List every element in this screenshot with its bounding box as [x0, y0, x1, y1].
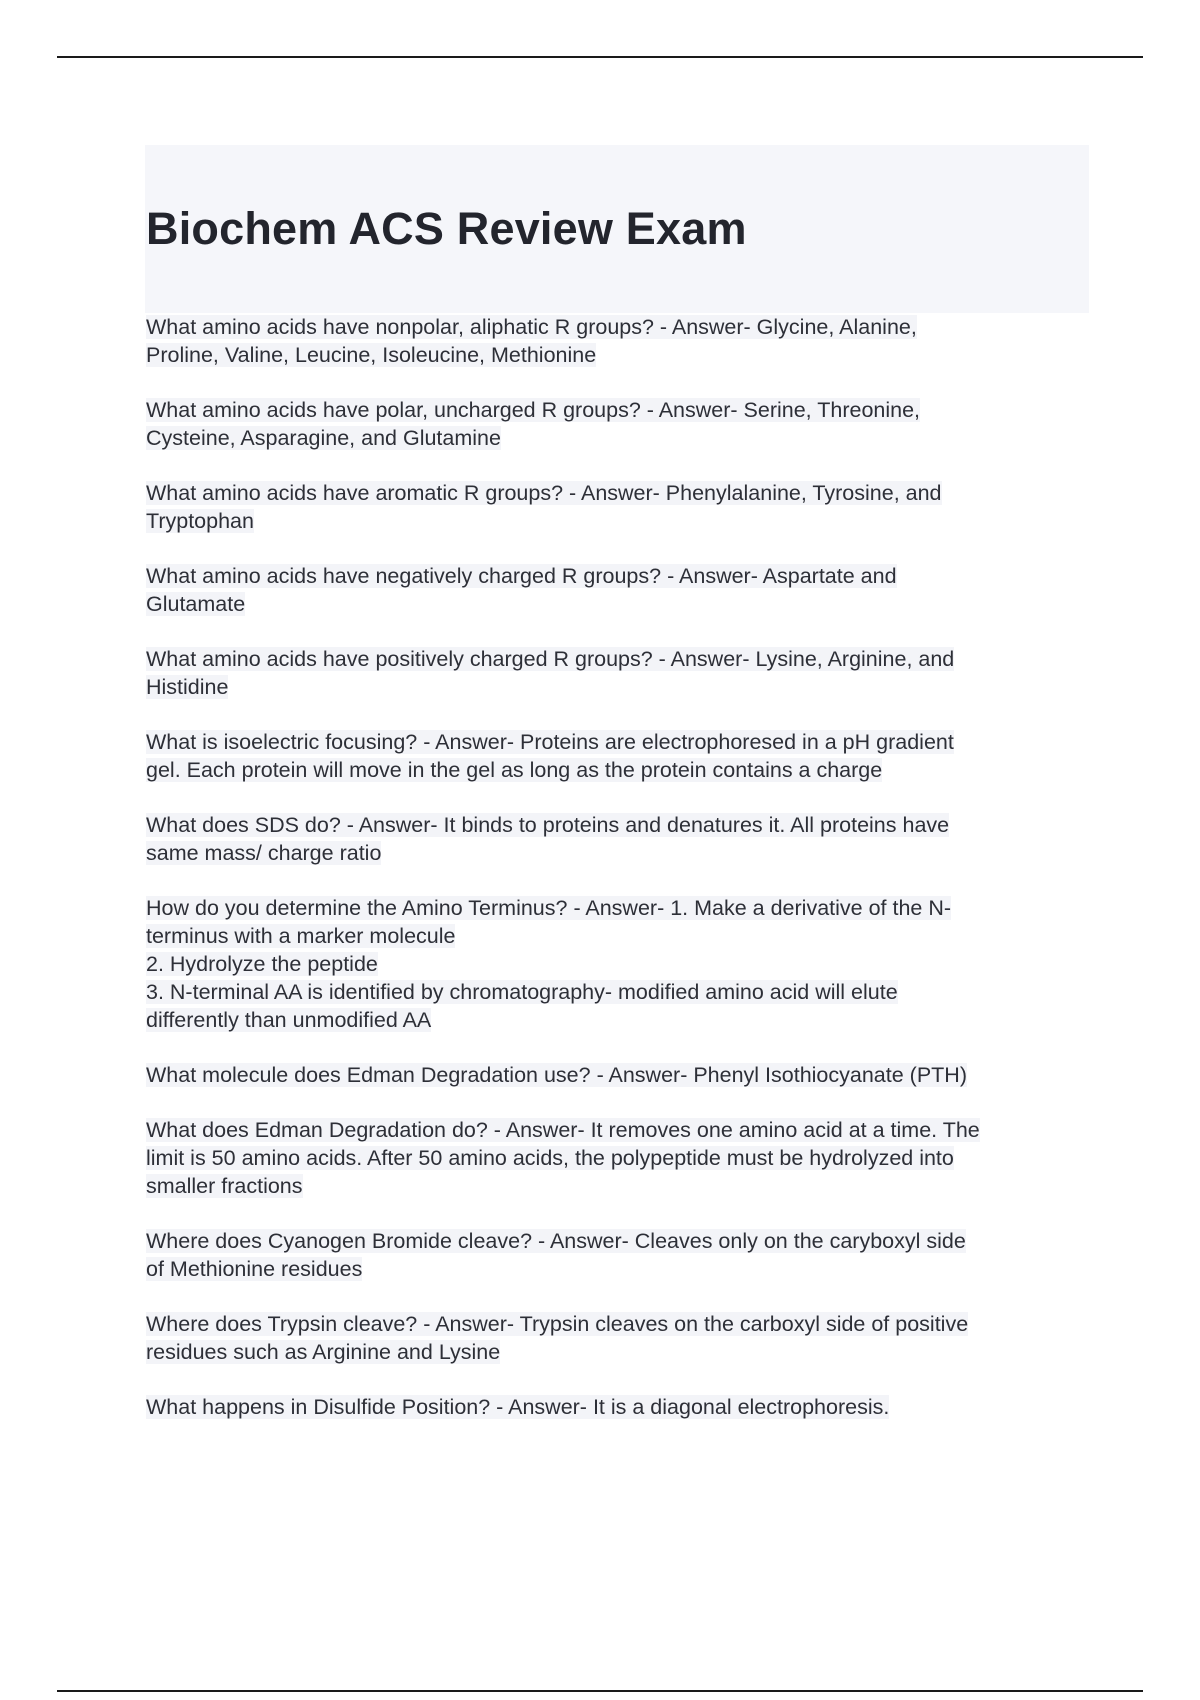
qa-item — [146, 645, 1096, 701]
qa-text: What amino acids have aromatic R groups? - Answer- Phenylalanine, Tyrosine, and Tryptophan — [146, 481, 942, 533]
qa-text: What molecule does Edman Degradation use? - Answer- Phenyl Isothiocyanate (PTH) — [146, 1063, 967, 1087]
qa-text: What does Edman Degradation do? - Answer- It removes one amino acid at a time. The limit is 50 amino acids. After 50 amino acids, the polypeptide must be hydrolyzed into smaller fractions — [146, 1118, 980, 1198]
qa-text: What is isoelectric focusing? - Answer- Proteins are electrophoresed in a pH gradient gel. Each protein will move in the gel as long as the protein contains a charge — [146, 730, 954, 782]
qa-item — [146, 1061, 1096, 1089]
qa-text: Where does Cyanogen Bromide cleave? - Answer- Cleaves only on the caryboxyl side of Methionine residues — [146, 1229, 966, 1281]
qa-item — [146, 728, 1096, 784]
qa-item — [146, 1310, 1096, 1366]
qa-item — [146, 1227, 1096, 1283]
qa-item — [146, 1116, 1096, 1200]
qa-item — [146, 562, 1096, 618]
qa-item — [146, 396, 1096, 452]
qa-text: What does SDS do? - Answer- It binds to proteins and denatures it. All proteins have same mass/ charge ratio — [146, 813, 950, 865]
qa-text: What amino acids have positively charged R groups? - Answer- Lysine, Arginine, and Histidine — [146, 647, 955, 699]
qa-text: How do you determine the Amino Terminus? - Answer- 1. Make a derivative of the N- terminus with a marker molecule 2. Hydrolyze the peptide 3. N-terminal AA is identified by chromatography- modified amino acid will elute differently than unmodified AA — [146, 896, 952, 1032]
qa-item — [146, 313, 1096, 369]
qa-text: What amino acids have negatively charged R groups? - Answer- Aspartate and Glutamate — [146, 564, 897, 616]
qa-item — [146, 811, 1096, 867]
qa-text: What happens in Disulfide Position? - Answer- It is a diagonal electrophoresis. — [146, 1395, 890, 1419]
document-title: Biochem ACS Review Exam — [146, 203, 747, 254]
qa-item — [146, 479, 1096, 535]
footer-rule — [57, 1690, 1143, 1692]
qa-list — [146, 313, 1096, 1421]
header-rule — [57, 56, 1143, 58]
qa-text: Where does Trypsin cleave? - Answer- Trypsin cleaves on the carboxyl side of positive residues such as Arginine and Lysine — [146, 1312, 969, 1364]
qa-text: What amino acids have polar, uncharged R groups? - Answer- Serine, Threonine, Cysteine, Asparagine, and Glutamine — [146, 398, 921, 450]
qa-item — [146, 1393, 1096, 1421]
qa-text: What amino acids have nonpolar, aliphatic R groups? - Answer- Glycine, Alanine, Proline, Valine, Leucine, Isoleucine, Methionine — [146, 315, 917, 367]
qa-item — [146, 894, 1096, 1034]
